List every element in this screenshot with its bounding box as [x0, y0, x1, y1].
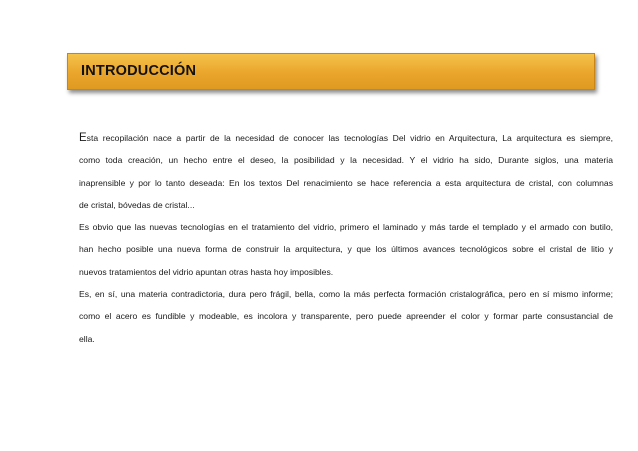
text-line — [79, 261, 613, 283]
text-line — [79, 238, 613, 260]
text-line — [79, 328, 613, 350]
line-text: como el acero es fundible y modeable, es incolora y transparente, pero puede apreender el color y formar parte consustancial de — [79, 311, 613, 322]
line-text: inaprensible y por lo tanto deseada: En los textos Del renacimiento se hace referencia a esta arquitectura de cristal, con columnas — [79, 177, 613, 188]
text-line — [79, 216, 613, 238]
text-line — [79, 149, 613, 171]
line-text: de cristal, bóvedas de cristal... — [79, 199, 195, 210]
line-text: nuevos tratamientos del vidrio apuntan otras hasta hoy imposibles. — [79, 266, 334, 277]
text-line — [79, 305, 613, 327]
text-line — [79, 283, 613, 305]
line-text: ella. — [79, 333, 95, 344]
line-text: Es obvio que las nuevas tecnologías en el tratamiento del vidrio, primero el laminado y más tarde el templado y el armado con butilo, — [79, 222, 613, 233]
text-line — [79, 194, 613, 216]
drop-initial: E — [79, 132, 87, 144]
line-text: como toda creación, un hecho entre el deseo, la posibilidad y la necesidad. Y el vidrio ha sido, Durante siglos, una materia — [79, 155, 613, 166]
text-line — [79, 127, 613, 149]
line-text: Es, en sí, una materia contradictoria, dura pero frágil, bella, como la más perfecta formación cristalográfica, pero en sí mismo informe; — [79, 289, 613, 300]
page-title: INTRODUCCIÓN — [81, 63, 197, 79]
line-text: sta recopilación nace a partir de la necesidad de conocer las tecnologías Del vidrio en Arquitectura, La arquitectura es siempre, — [86, 133, 613, 143]
text-line — [79, 172, 613, 194]
title-banner — [67, 53, 595, 90]
introduction-body — [79, 127, 613, 350]
line-text: han hecho posible una nueva forma de construir la arquitectura, y que los últimos avances tecnológicos sobre el cristal de litio y — [79, 244, 613, 255]
